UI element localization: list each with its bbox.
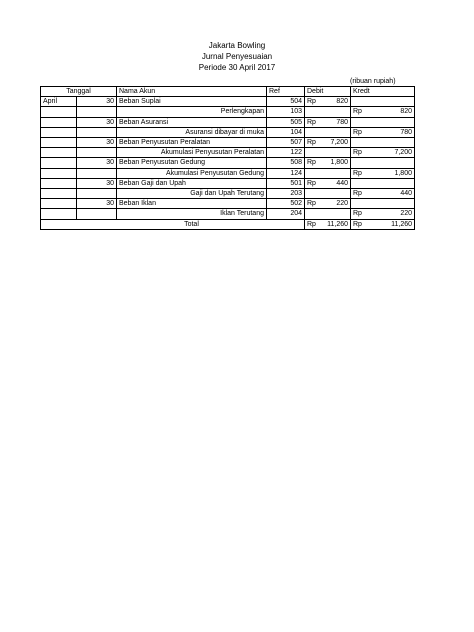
total-blank-2 — [77, 219, 117, 229]
ref-cell: 203 — [267, 189, 305, 199]
credit-cell-value: 7,200 — [394, 149, 412, 157]
credit-cell — [351, 158, 415, 168]
credit-cell — [351, 117, 415, 127]
month-cell — [41, 209, 77, 219]
account-cell: Beban Penyusutan Peralatan — [117, 138, 267, 148]
total-debit-value: 11,260 — [327, 220, 348, 228]
debit-cell-value: 1,800 — [330, 159, 348, 167]
col-header-tanggal: Tanggal — [41, 87, 117, 97]
table-row — [41, 148, 415, 158]
col-header-kredit: Kredt — [351, 87, 415, 97]
col-header-ref: Ref — [267, 87, 305, 97]
credit-cell-value: 820 — [400, 108, 412, 116]
debit-cell-currency: Rp — [307, 159, 316, 167]
credit-cell — [351, 107, 415, 117]
ref-cell: 507 — [267, 138, 305, 148]
ref-cell: 204 — [267, 209, 305, 219]
ref-cell: 502 — [267, 199, 305, 209]
month-cell — [41, 189, 77, 199]
total-credit-value: 11,260 — [391, 220, 412, 228]
day-cell — [77, 127, 117, 137]
journal-table — [40, 86, 415, 230]
month-cell — [41, 158, 77, 168]
debit-cell — [305, 168, 351, 178]
day-cell: 30 — [77, 97, 117, 107]
table-row — [41, 178, 415, 188]
credit-cell — [351, 148, 415, 158]
credit-cell-value: 780 — [400, 128, 412, 136]
unit-note: (ribuan rupiah) — [350, 78, 396, 85]
debit-cell-currency: Rp — [307, 179, 316, 187]
debit-cell — [305, 138, 351, 148]
day-cell: 30 — [77, 158, 117, 168]
header-row — [41, 87, 415, 97]
account-cell: Iklan Terutang — [117, 209, 267, 219]
debit-cell-currency: Rp — [307, 139, 316, 147]
account-cell: Akumulasi Penyusutan Gedung — [117, 168, 267, 178]
debit-cell — [305, 97, 351, 107]
credit-cell-currency: Rp — [353, 210, 362, 218]
month-cell — [41, 178, 77, 188]
ref-cell: 122 — [267, 148, 305, 158]
day-cell — [77, 209, 117, 219]
company-name: Jakarta Bowling — [208, 41, 266, 50]
day-cell — [77, 107, 117, 117]
account-cell: Perlengkapan — [117, 107, 267, 117]
total-blank-ref — [267, 219, 305, 229]
credit-cell-currency: Rp — [353, 149, 362, 157]
account-cell: Asuransi dibayar di muka — [117, 127, 267, 137]
month-cell — [41, 107, 77, 117]
ref-cell: 124 — [267, 168, 305, 178]
account-cell: Akumulasi Penyusutan Peralatan — [117, 148, 267, 158]
debit-cell — [305, 148, 351, 158]
debit-cell-value: 820 — [336, 98, 348, 106]
day-cell — [77, 168, 117, 178]
debit-cell — [305, 127, 351, 137]
table-row — [41, 168, 415, 178]
report-title: Jurnal Penyesuaian — [201, 52, 273, 61]
credit-cell-value: 220 — [400, 210, 412, 218]
account-cell: Beban Iklan — [117, 199, 267, 209]
table-row — [41, 209, 415, 219]
credit-cell — [351, 127, 415, 137]
month-cell — [41, 138, 77, 148]
debit-cell-value: 7,200 — [330, 139, 348, 147]
credit-cell-currency: Rp — [353, 190, 362, 198]
debit-cell-value: 220 — [336, 200, 348, 208]
credit-cell-currency: Rp — [353, 128, 362, 136]
ref-cell: 104 — [267, 127, 305, 137]
table-row — [41, 138, 415, 148]
total-debit-currency: Rp — [307, 220, 316, 228]
col-header-nama-akun: Nama Akun — [117, 87, 267, 97]
account-cell: Gaji dan Upah Terutang — [117, 189, 267, 199]
day-cell: 30 — [77, 117, 117, 127]
table-row — [41, 189, 415, 199]
day-cell: 30 — [77, 138, 117, 148]
table-row — [41, 199, 415, 209]
credit-cell — [351, 97, 415, 107]
day-cell — [77, 189, 117, 199]
month-cell — [41, 168, 77, 178]
ref-cell: 508 — [267, 158, 305, 168]
total-row — [41, 219, 415, 229]
account-cell: Beban Gaji dan Upah — [117, 178, 267, 188]
debit-cell — [305, 117, 351, 127]
credit-cell — [351, 178, 415, 188]
credit-cell-value: 440 — [400, 190, 412, 198]
table-row — [41, 158, 415, 168]
report-period: Periode 30 April 2017 — [198, 63, 276, 72]
credit-cell-currency: Rp — [353, 169, 362, 177]
debit-cell-currency: Rp — [307, 200, 316, 208]
report-header — [0, 40, 474, 73]
day-cell: 30 — [77, 178, 117, 188]
debit-cell — [305, 209, 351, 219]
month-cell — [41, 117, 77, 127]
debit-cell — [305, 199, 351, 209]
debit-cell — [305, 178, 351, 188]
table-row — [41, 107, 415, 117]
debit-cell — [305, 189, 351, 199]
month-cell: April — [41, 97, 77, 107]
day-cell — [77, 148, 117, 158]
month-cell — [41, 127, 77, 137]
credit-cell — [351, 189, 415, 199]
credit-cell-currency: Rp — [353, 108, 362, 116]
account-cell: Beban Penyusutan Gedung — [117, 158, 267, 168]
credit-cell — [351, 138, 415, 148]
credit-cell-value: 1,800 — [394, 169, 412, 177]
ref-cell: 103 — [267, 107, 305, 117]
debit-cell — [305, 158, 351, 168]
table-row — [41, 127, 415, 137]
credit-cell — [351, 199, 415, 209]
total-credit — [351, 219, 415, 229]
total-label: Total — [117, 219, 267, 229]
table-row — [41, 117, 415, 127]
table-row — [41, 97, 415, 107]
debit-cell-currency: Rp — [307, 118, 316, 126]
debit-cell-value: 780 — [336, 118, 348, 126]
debit-cell — [305, 107, 351, 117]
account-cell: Beban Asuransi — [117, 117, 267, 127]
debit-cell-value: 440 — [336, 179, 348, 187]
debit-cell-currency: Rp — [307, 98, 316, 106]
ref-cell: 505 — [267, 117, 305, 127]
month-cell — [41, 199, 77, 209]
total-credit-currency: Rp — [353, 220, 362, 228]
account-cell: Beban Suplai — [117, 97, 267, 107]
credit-cell — [351, 168, 415, 178]
total-blank-1 — [41, 219, 77, 229]
credit-cell — [351, 209, 415, 219]
day-cell: 30 — [77, 199, 117, 209]
col-header-debit: Debit — [305, 87, 351, 97]
ref-cell: 501 — [267, 178, 305, 188]
month-cell — [41, 148, 77, 158]
total-debit — [305, 219, 351, 229]
ref-cell: 504 — [267, 97, 305, 107]
